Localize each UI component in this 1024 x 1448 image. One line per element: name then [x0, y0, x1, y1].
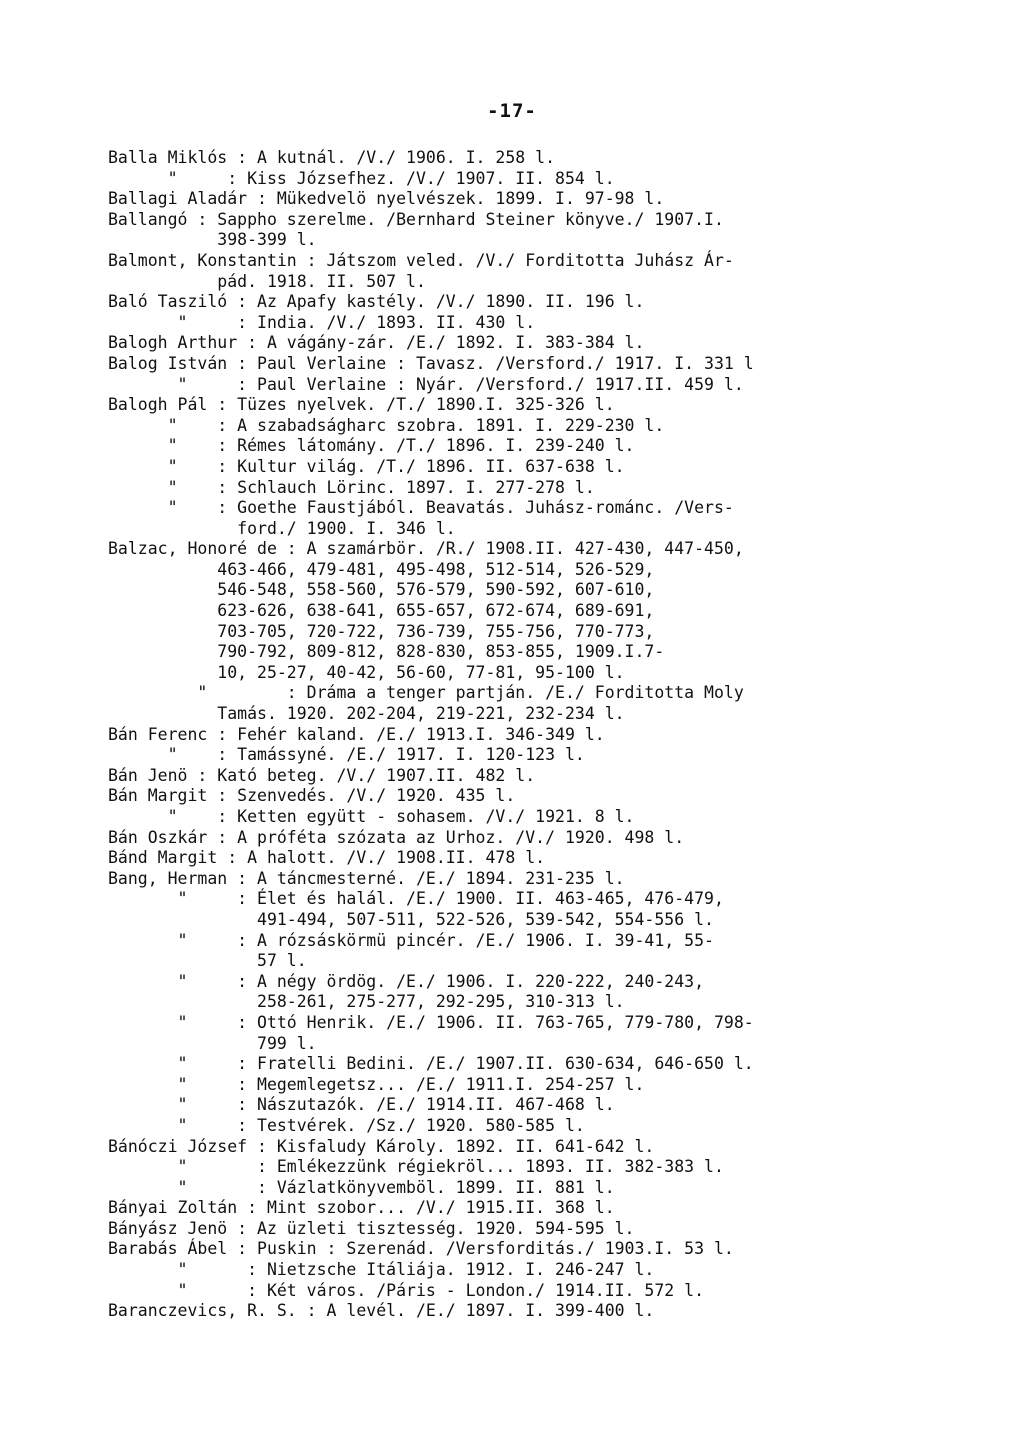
entry-line: 703-705, 720-722, 736-739, 755-756, 770-773, — [108, 621, 655, 641]
entry-line: " : A szabadságharc szobra. 1891. I. 229-230 l. — [108, 415, 665, 435]
entry-line: " : Kiss Józsefhez. /V./ 1907. II. 854 l. — [108, 168, 615, 188]
entry-line: " : Tamássyné. /E./ 1917. I. 120-123 l. — [108, 745, 585, 765]
entry-line: Bán Jenö : Kató beteg. /V./ 1907.II. 482 l. — [108, 765, 536, 785]
entry-line: Bánd Margit : A halott. /V./ 1908.II. 478 l. — [108, 848, 546, 868]
entry-line: Bányász Jenö : Az üzleti tisztesség. 1920. 594-595 l. — [108, 1218, 635, 1238]
bibliography-entries — [108, 148, 1008, 1322]
entry-line: Bánóczi József : Kisfaludy Károly. 1892. II. 641-642 l. — [108, 1136, 655, 1156]
entry-line: " : Kultur világ. /T./ 1896. II. 637-638 l. — [108, 456, 625, 476]
entry-line: " : A négy ördög. /E./ 1906. I. 220-222, 240-243, — [108, 971, 705, 991]
entry-line: Baló Tasziló : Az Apafy kastély. /V./ 1890. II. 196 l. — [108, 292, 645, 312]
entry-line: " : Két város. /Páris - London./ 1914.II. 572 l. — [108, 1280, 705, 1300]
entry-line: " : Dráma a tenger partján. /E./ Forditotta Moly — [108, 683, 744, 703]
entry-line: " : Testvérek. /Sz./ 1920. 580-585 l. — [108, 1115, 585, 1135]
entry-line: 790-792, 809-812, 828-830, 853-855, 1909.I.7- — [108, 642, 665, 662]
entry-line: 799 l. — [108, 1033, 317, 1053]
entry-line: Bán Oszkár : A próféta szózata az Urhoz. /V./ 1920. 498 l. — [108, 827, 685, 847]
entry-line: 491-494, 507-511, 522-526, 539-542, 554-556 l. — [108, 909, 714, 929]
entry-line: Bányai Zoltán : Mint szobor... /V./ 1915.II. 368 l. — [108, 1198, 615, 1218]
entry-line: " : Goethe Faustjából. Beavatás. Juhász-románc. /Vers- — [108, 498, 734, 518]
entry-line: Barabás Ábel : Puskin : Szerenád. /Versforditás./ 1903.I. 53 l. — [108, 1239, 734, 1259]
entry-line: " : Schlauch Lörinc. 1897. I. 277-278 l. — [108, 477, 595, 497]
entry-line: Balog István : Paul Verlaine : Tavasz. /Versford./ 1917. I. 331 l — [108, 353, 754, 373]
entry-line: " : Rémes látomány. /T./ 1896. I. 239-240 l. — [108, 436, 635, 456]
entry-line: " : Élet és halál. /E./ 1900. II. 463-465, 476-479, — [108, 889, 724, 909]
entry-line: 463-466, 479-481, 495-498, 512-514, 526-529, — [108, 559, 655, 579]
entry-line: Ballangó : Sappho szerelme. /Bernhard Steiner könyve./ 1907.I. — [108, 209, 724, 229]
entry-line: 623-626, 638-641, 655-657, 672-674, 689-691, — [108, 601, 655, 621]
entry-line: 258-261, 275-277, 292-295, 310-313 l. — [108, 992, 625, 1012]
entry-line: Balogh Pál : Tüzes nyelvek. /T./ 1890.I. 325-326 l. — [108, 395, 615, 415]
entry-line: Bang, Herman : A táncmesterné. /E./ 1894. 231-235 l. — [108, 868, 625, 888]
entry-line: Bán Ferenc : Fehér kaland. /E./ 1913.I. 346-349 l. — [108, 724, 605, 744]
entry-line: " : Vázlatkönyvemböl. 1899. II. 881 l. — [108, 1177, 615, 1197]
entry-line: Ballagi Aladár : Mükedvelö nyelvészek. 1899. I. 97-98 l. — [108, 189, 665, 209]
entry-line: " : Fratelli Bedini. /E./ 1907.II. 630-634, 646-650 l. — [108, 1054, 754, 1074]
entry-line: 398-399 l. — [108, 230, 317, 250]
entry-line: " : Ottó Henrik. /E./ 1906. II. 763-765, 779-780, 798- — [108, 1012, 754, 1032]
page-number: -17- — [487, 100, 537, 122]
entry-line: " : India. /V./ 1893. II. 430 l. — [108, 312, 536, 332]
entry-line: " : Ketten együtt - sohasem. /V./ 1921. 8 l. — [108, 807, 635, 826]
entry-line: 546-548, 558-560, 576-579, 590-592, 607-610, — [108, 580, 655, 600]
entry-line: " : A rózsáskörmü pincér. /E./ 1906. I. 39-41, 55- — [108, 930, 714, 950]
entry-line: " : Megemlegetsz... /E./ 1911.I. 254-257 l. — [108, 1074, 645, 1094]
entry-line: " : Nietzsche Itáliája. 1912. I. 246-247 l. — [108, 1260, 655, 1280]
entry-line: Balogh Arthur : A vágány-zár. /E./ 1892. I. 383-384 l. — [108, 333, 645, 353]
entry-line: ford./ 1900. I. 346 l. — [108, 518, 456, 538]
entry-line: Balmont, Konstantin : Játszom veled. /V./ Forditotta Juhász Ár- — [108, 250, 734, 270]
entry-line: 57 l. — [108, 951, 307, 971]
entry-line: " : Emlékezzünk régiekröl... 1893. II. 382-383 l. — [108, 1157, 724, 1177]
entry-line: pád. 1918. II. 507 l. — [108, 271, 426, 291]
entry-line: Bán Margit : Szenvedés. /V./ 1920. 435 l. — [108, 786, 516, 806]
entry-line: Baranczevics, R. S. : A levél. /E./ 1897. I. 399-400 l. — [108, 1301, 655, 1321]
entry-line: Tamás. 1920. 202-204, 219-221, 232-234 l. — [108, 704, 625, 724]
entry-line: " : Paul Verlaine : Nyár. /Versford./ 1917.II. 459 l. — [108, 374, 744, 394]
entry-line: 10, 25-27, 40-42, 56-60, 77-81, 95-100 l. — [108, 662, 625, 682]
entry-line: Balla Miklós : A kutnál. /V./ 1906. I. 258 l. — [108, 148, 556, 167]
entry-line: Balzac, Honoré de : A szamárbör. /R./ 1908.II. 427-430, 447-450, — [108, 539, 744, 559]
entry-line: " : Nászutazók. /E./ 1914.II. 467-468 l. — [108, 1095, 615, 1115]
